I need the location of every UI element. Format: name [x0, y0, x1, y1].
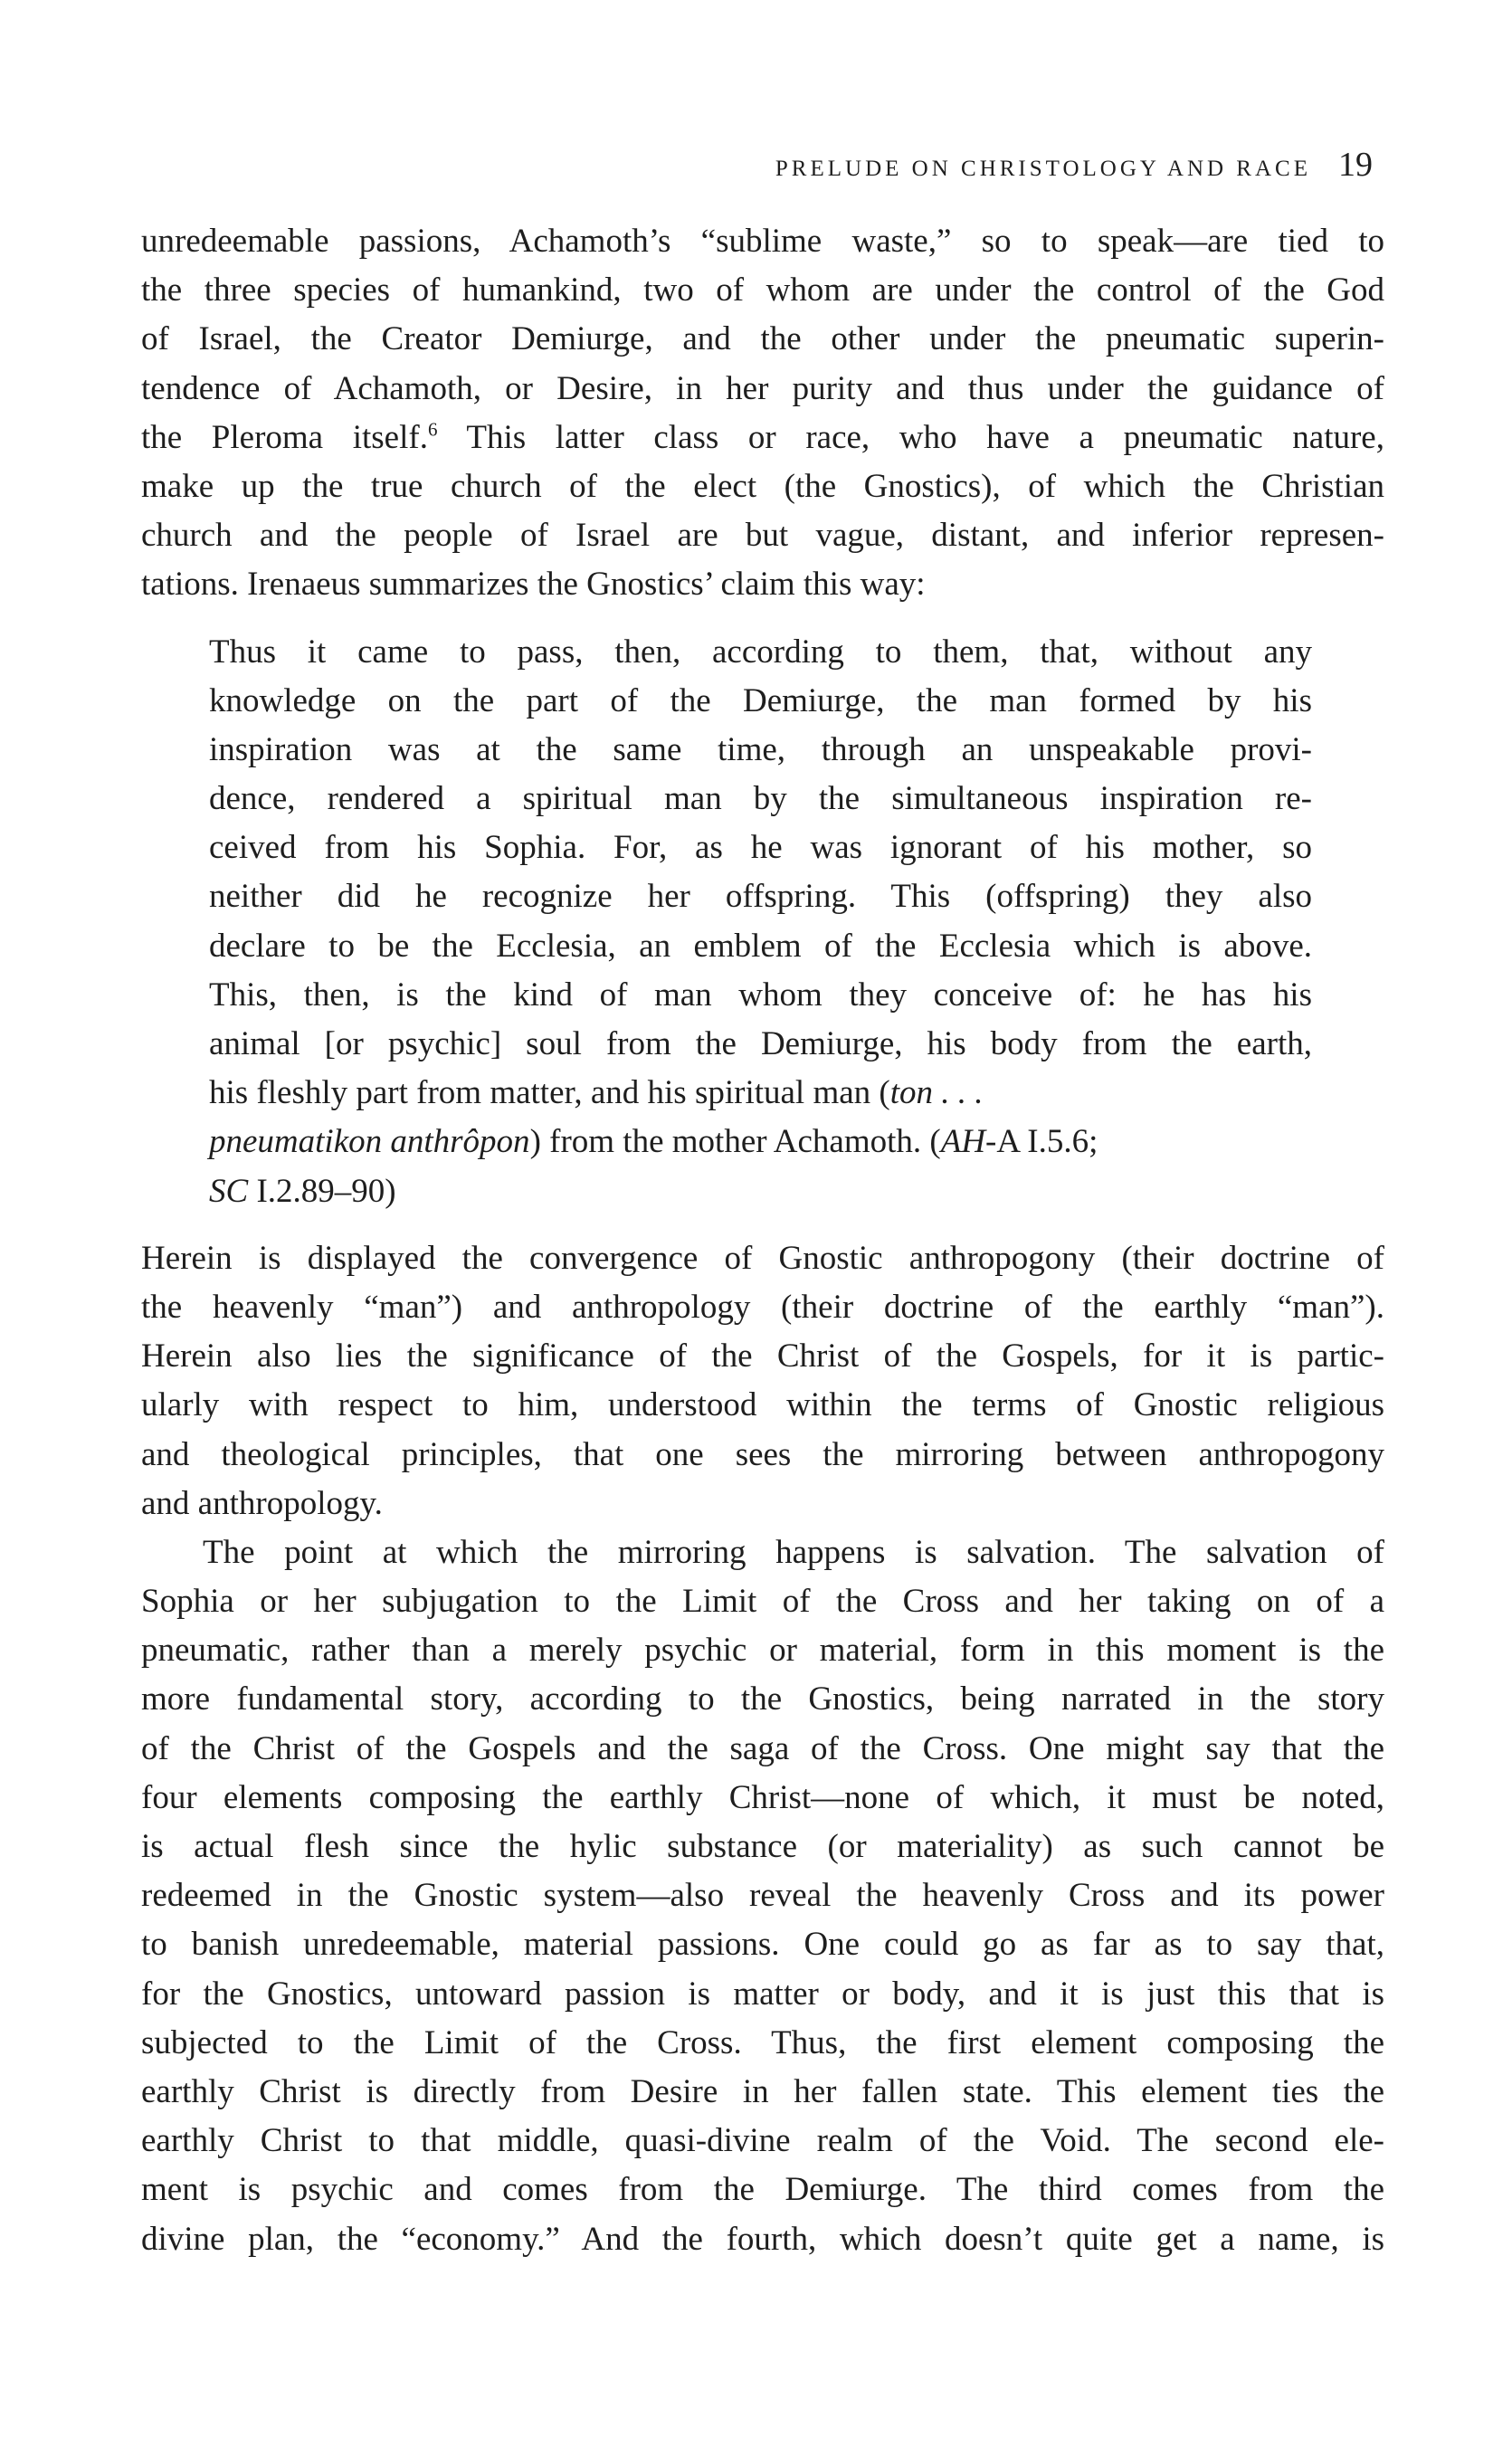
quote-line: dence, rendered a spiritual man by the simultaneous inspiration re- [209, 780, 1312, 818]
text-line: earthly Christ is directly from Desire in her fallen state. This element ties the [141, 2072, 1384, 2110]
text-line: the Pleroma itself.$^6$ This latter class or race, who have a pneumatic nature, [141, 418, 1384, 456]
text-line: the heavenly “man”) and anthropology (their doctrine of the earthly “man”). [141, 1288, 1384, 1326]
text-line: make up the true church of the elect (the Gnostics), of which the Christian [141, 467, 1384, 505]
quote-line: knowledge on the part of the Demiurge, the man formed by his [209, 681, 1312, 719]
text-line: divine plan, the “economy.” And the fourth, which doesn’t quite get a name, is [141, 2220, 1384, 2258]
text-line: redeemed in the Gnostic system—also reveal the heavenly Cross and its power [141, 1877, 1384, 1915]
running-head [775, 145, 1373, 185]
text-line: to banish unredeemable, material passions. One could go as far as to say that, [141, 1926, 1384, 1964]
text-line: and anthropology. [141, 1484, 383, 1522]
text-line: of Israel, the Creator Demiurge, and the other under the pneumatic superin- [141, 320, 1384, 358]
paragraph-2 [141, 1234, 1384, 1528]
text-line: church and the people of Israel are but vague, distant, and inferior represen- [141, 517, 1384, 555]
text-line: ment is psychic and comes from the Demiurge. The third comes from the [141, 2171, 1384, 2209]
text-line: more fundamental story, according to the Gnostics, being narrated in the story [141, 1680, 1384, 1718]
quote-line: pneumatikon anthrôpon) from the mother Achamoth. (AH-A I.5.6; [209, 1123, 1098, 1161]
text-line: pneumatic, rather than a merely psychic or material, form in this moment is the [141, 1632, 1384, 1670]
text-line: Herein is displayed the convergence of Gnostic anthropogony (their doctrine of [141, 1239, 1384, 1277]
quote-line: This, then, is the kind of man whom they conceive of: he has his [209, 976, 1312, 1014]
text-line: four elements composing the earthly Christ—none of which, it must be noted, [141, 1778, 1384, 1816]
text-line: Sophia or her subjugation to the Limit of the Cross and her taking on of a [141, 1583, 1384, 1621]
running-head-title: PRELUDE ON CHRISTOLOGY AND RACE [775, 157, 1311, 181]
quote-line: declare to be the Ecclesia, an emblem of the Ecclesia which is above. [209, 927, 1312, 965]
text-line: tations. Irenaeus summarizes the Gnostics’ claim this way: [141, 566, 926, 604]
quote-citation-line: SC I.2.89–90) [209, 1172, 396, 1210]
text-line: the three species of humankind, two of whom are under the control of the God [141, 271, 1384, 309]
quote-line: neither did he recognize her offspring. This (offspring) they also [209, 878, 1312, 916]
body-text [141, 217, 1384, 2264]
text-line: for the Gnostics, untoward passion is matter or body, and it is just this that is [141, 1975, 1384, 2013]
text-line: and theological principles, that one sees the mirroring between anthropogony [141, 1435, 1384, 1473]
paragraph-3 [141, 1528, 1384, 2264]
footnote-marker: 6 [427, 418, 438, 441]
text-line: is actual flesh since the hylic substance (or materiality) as such cannot be [141, 1828, 1384, 1865]
quote-line: his fleshly part from matter, and his spiritual man (ton . . . [209, 1074, 984, 1112]
text-line: of the Christ of the Gospels and the saga of the Cross. One might say that the [141, 1729, 1384, 1767]
quote-line: animal [or psychic] soul from the Demiurge, his body from the earth, [209, 1025, 1312, 1062]
quote-line: Thus it came to pass, then, according to them, that, without any [209, 633, 1312, 671]
block-quote [141, 628, 1384, 1216]
text-line: unredeemable passions, Achamoth’s “sublime waste,” so to speak—are tied to [141, 223, 1384, 260]
quote-line: inspiration was at the same time, through an unspeakable provi- [209, 730, 1312, 768]
text-line: tendence of Achamoth, or Desire, in her purity and thus under the guidance of [141, 369, 1384, 407]
text-line: earthly Christ to that middle, quasi-divine realm of the Void. The second ele- [141, 2122, 1384, 2160]
text-line: ularly with respect to him, understood within the terms of Gnostic religious [141, 1386, 1384, 1424]
text-line: subjected to the Limit of the Cross. Thus, the first element composing the [141, 2023, 1384, 2061]
text-line: Herein also lies the significance of the Christ of the Gospels, for it is partic- [141, 1337, 1384, 1376]
text-line: The point at which the mirroring happens is salvation. The salvation of [203, 1533, 1384, 1571]
quote-line: ceived from his Sophia. For, as he was ignorant of his mother, so [209, 829, 1312, 867]
paragraph-1 [141, 217, 1384, 610]
page-number: 19 [1338, 146, 1373, 184]
